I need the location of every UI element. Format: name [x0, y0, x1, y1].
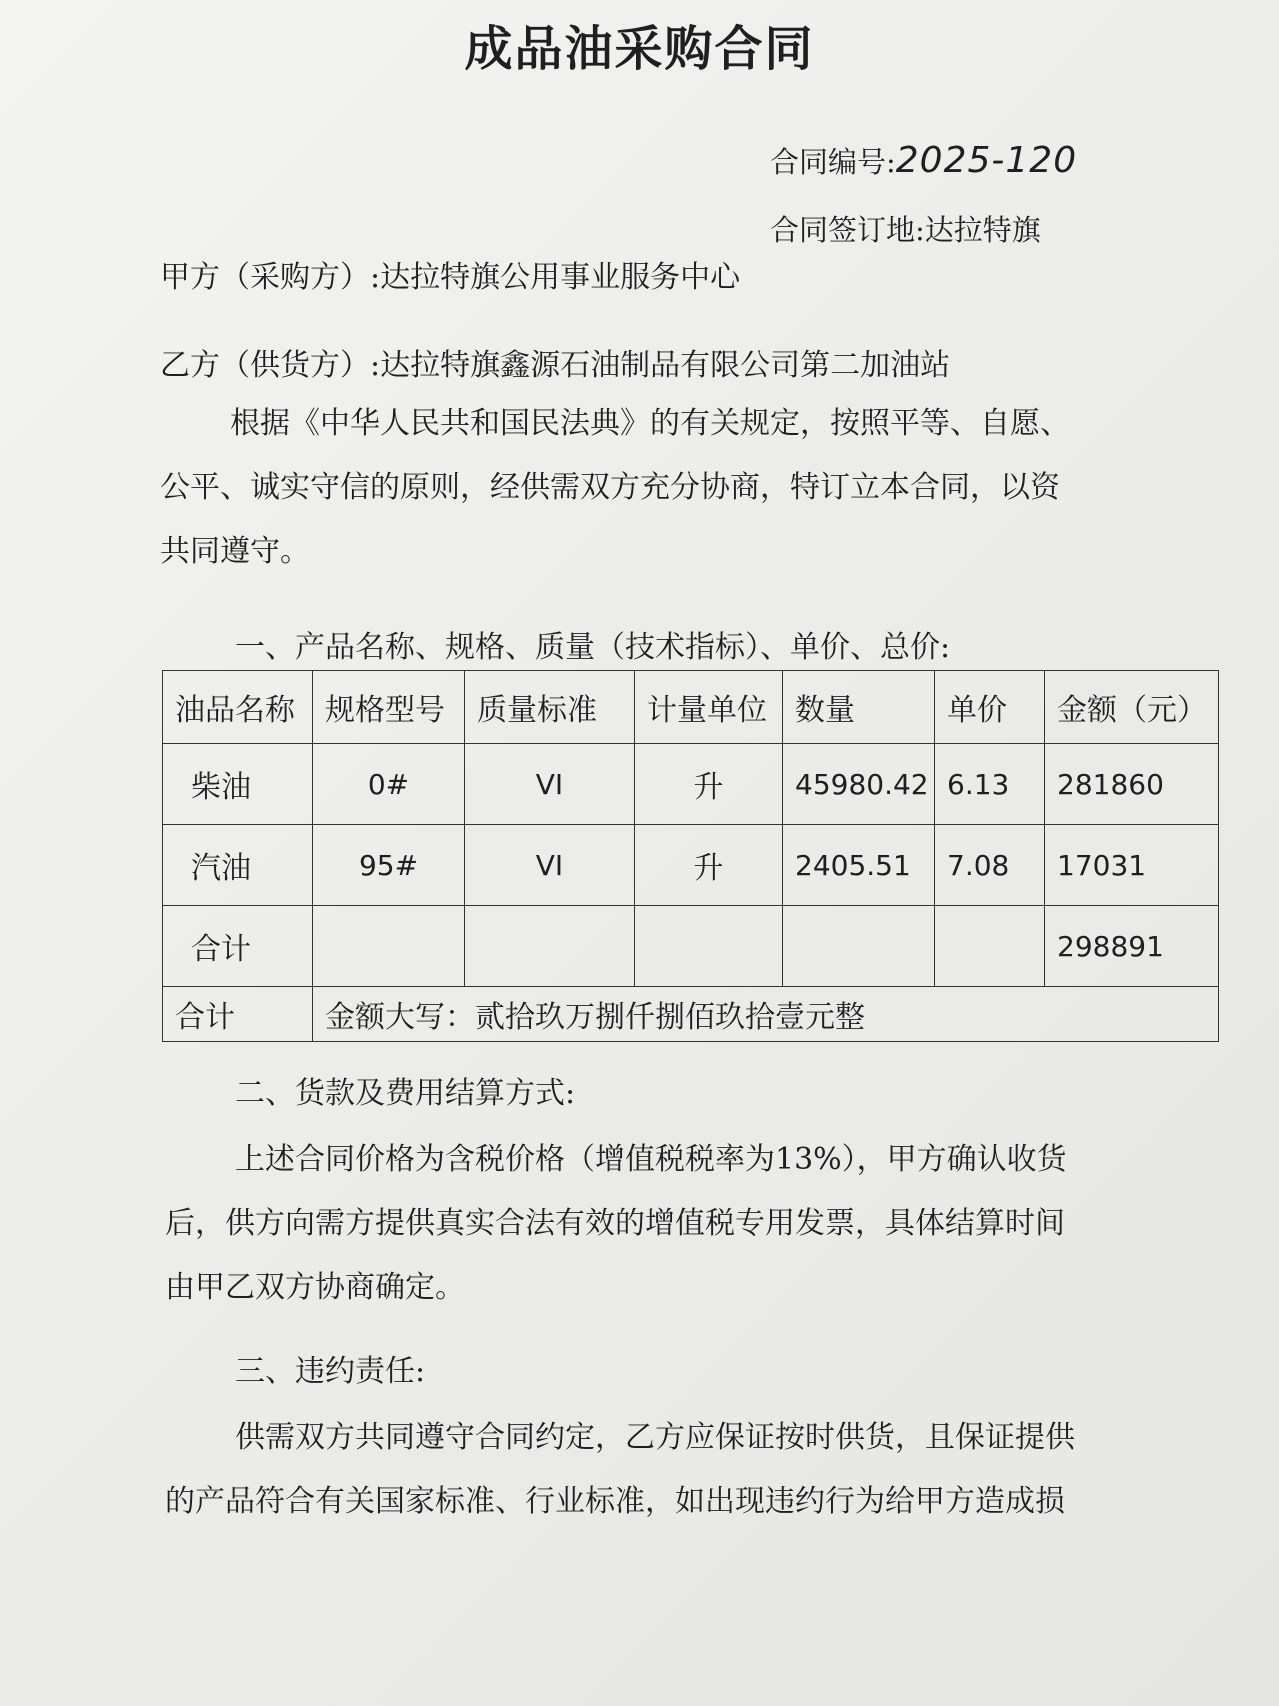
signing-place	[770, 208, 1041, 249]
table-header-row	[163, 671, 1219, 744]
column-header: 油品名称	[163, 671, 313, 744]
section-2-line-3: 由甲乙双方协商确定。	[165, 1270, 465, 1305]
empty-cell	[635, 906, 783, 987]
party-b	[160, 340, 950, 384]
party-a-value: 达拉特旗公用事业服务中心	[380, 260, 741, 295]
product-table	[162, 670, 1219, 1042]
signing-place-value: 达拉特旗	[924, 213, 1041, 247]
party-a	[160, 252, 740, 296]
intro-line-1: 根据《中华人民共和国民法典》的有关规定，按照平等、自愿、	[230, 406, 1070, 441]
subtotal-row	[163, 906, 1219, 987]
column-header: 单价	[935, 671, 1045, 744]
column-header: 规格型号	[313, 671, 465, 744]
spec-cell: 95#	[313, 825, 465, 906]
amount-cell: 17031	[1045, 825, 1219, 906]
subtotal-label: 合计	[163, 906, 313, 987]
intro-line-3: 共同遵守。	[160, 534, 310, 569]
quality-cell: VI	[465, 744, 635, 825]
section-3-line-2: 的产品符合有关国家标准、行业标准，如出现违约行为给甲方造成损	[165, 1484, 1065, 1519]
empty-cell	[313, 906, 465, 987]
product-name-cell: 汽油	[163, 825, 313, 906]
document-title: 成品油采购合同	[464, 21, 815, 77]
total-words-text: 金额大写：贰拾玖万捌仟捌佰玖拾壹元整	[313, 987, 1219, 1042]
quantity-cell: 45980.42	[783, 744, 935, 825]
empty-cell	[783, 906, 935, 987]
empty-cell	[465, 906, 635, 987]
section-3-heading: 三、违约责任:	[235, 1354, 426, 1389]
quantity-cell: 2405.51	[783, 825, 935, 906]
section-2-line-2: 后，供方向需方提供真实合法有效的增值税专用发票，具体结算时间	[165, 1206, 1065, 1241]
party-a-label: 甲方（采购方）:	[160, 260, 381, 295]
section-3-paragraph	[165, 1406, 1075, 1534]
subtotal-amount: 298891	[1045, 906, 1219, 987]
unit-cell: 升	[635, 744, 783, 825]
table-row	[163, 825, 1219, 906]
intro-line-2: 公平、诚实守信的原则，经供需双方充分协商，特订立本合同，以资	[160, 470, 1060, 505]
total-words-row	[163, 987, 1219, 1042]
empty-cell	[935, 906, 1045, 987]
intro-paragraph	[160, 392, 1070, 584]
amount-cell: 281860	[1045, 744, 1219, 825]
column-header: 金额（元）	[1045, 671, 1219, 744]
section-1-heading: 一、产品名称、规格、质量（技术指标）、单价、总价:	[235, 630, 951, 665]
contract-number	[770, 140, 1077, 181]
quality-cell: VI	[465, 825, 635, 906]
section-3-line-1: 供需双方共同遵守合同约定，乙方应保证按时供货，且保证提供	[235, 1420, 1075, 1455]
unit-price-cell: 7.08	[935, 825, 1045, 906]
party-b-value: 达拉特旗鑫源石油制品有限公司第二加油站	[380, 348, 951, 383]
column-header: 数量	[783, 671, 935, 744]
table-row	[163, 744, 1219, 825]
section-2-paragraph	[165, 1128, 1067, 1320]
product-name-cell: 柴油	[163, 744, 313, 825]
section-2-line-1: 上述合同价格为含税价格（增值税税率为13%），甲方确认收货	[235, 1142, 1067, 1177]
column-header: 质量标准	[465, 671, 635, 744]
contract-number-value: 2025-120	[895, 140, 1078, 181]
unit-cell: 升	[635, 825, 783, 906]
unit-price-cell: 6.13	[935, 744, 1045, 825]
signing-place-label: 合同签订地:	[770, 213, 925, 247]
contract-number-label: 合同编号:	[770, 145, 896, 179]
total-words-label: 合计	[163, 987, 313, 1042]
section-2-heading: 二、货款及费用结算方式:	[235, 1076, 576, 1111]
party-b-label: 乙方（供货方）:	[160, 348, 381, 383]
spec-cell: 0#	[313, 744, 465, 825]
column-header: 计量单位	[635, 671, 783, 744]
